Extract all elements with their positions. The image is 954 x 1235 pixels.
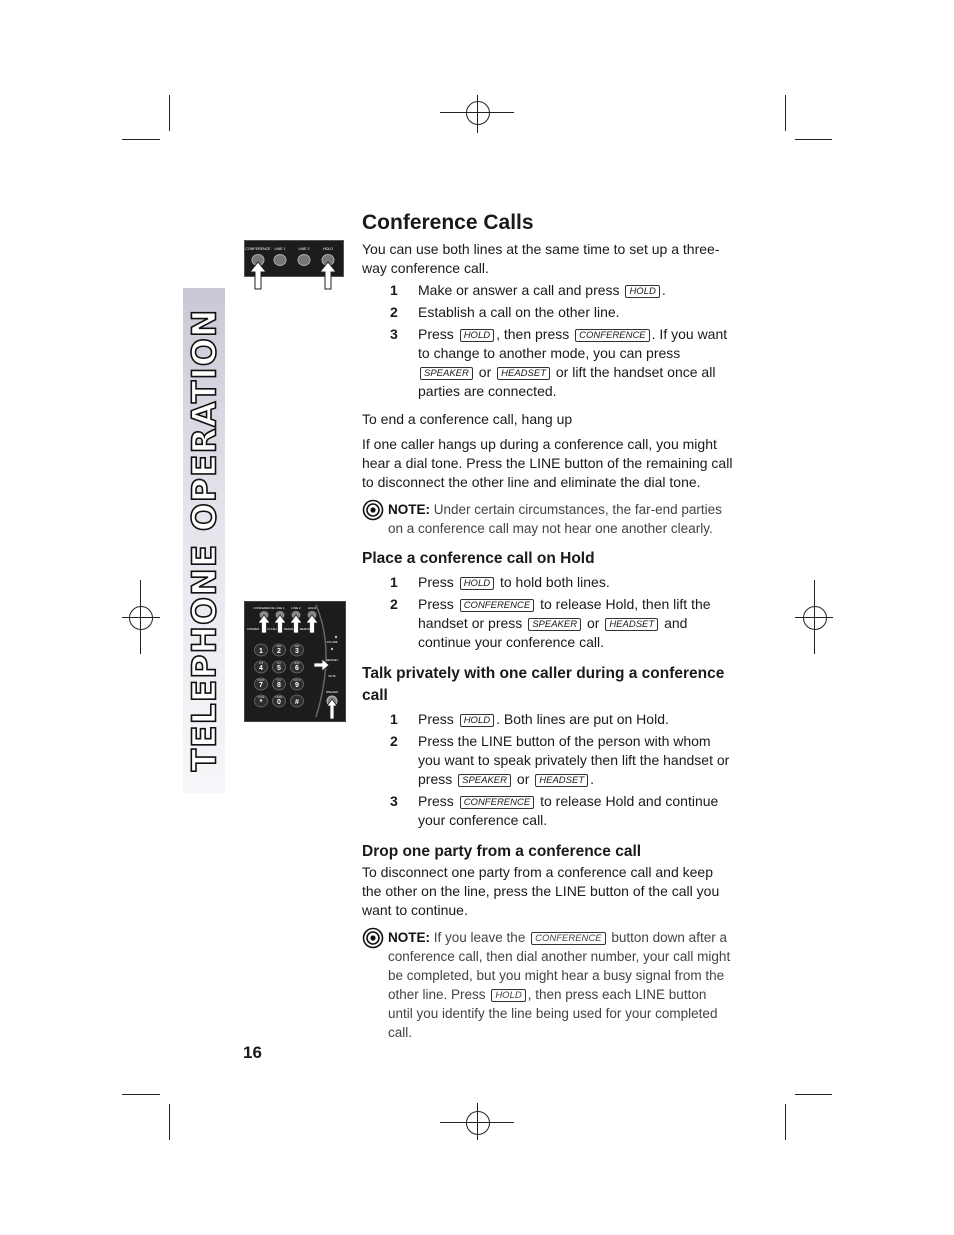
label-line-2: LINE 2 bbox=[291, 606, 301, 610]
speaker-key: SPEAKER bbox=[420, 367, 473, 380]
conference-key: CONFERENCE bbox=[531, 932, 606, 945]
step-text: Press HOLD . Both lines are put on Hold. bbox=[418, 711, 669, 727]
keypad-letters: MNO bbox=[294, 661, 300, 665]
button-line-1 bbox=[274, 255, 286, 266]
note-label: NOTE: bbox=[388, 930, 430, 945]
label-line-2: LINE 2 bbox=[298, 247, 310, 251]
keypad-digit: 8 bbox=[277, 682, 281, 689]
hold-steps bbox=[362, 573, 734, 652]
label-hold: HOLD bbox=[323, 247, 333, 251]
hold-key: HOLD bbox=[460, 329, 494, 342]
conference-panel-illustration bbox=[244, 240, 344, 292]
step-text: Press the LINE button of the person with whom you want to speak privately then lift the handset or press SPEAKER or HEADSET . bbox=[418, 733, 730, 787]
page-number: 16 bbox=[243, 1043, 262, 1062]
end-call-text: To end a conference call, hang up bbox=[362, 411, 573, 427]
keypad-letters: DEF bbox=[294, 644, 300, 648]
note-body: NOTE: If you leave the CONFERENCE button down after a conference call, then dial another number, your call might be completed, but you might hear a busy signal from the other line. Press HOLD , then press each LINE button until you identify the line being used for your completed call. bbox=[388, 930, 731, 1040]
note bbox=[362, 928, 734, 1042]
note-label: NOTE: bbox=[388, 502, 430, 517]
step-text: Press CONFERENCE to release Hold, then lift the handset or press SPEAKER or HEADSET and continue your conference call. bbox=[418, 596, 711, 650]
conference-intro: You can use both lines at the same time to set up a three-way conference call. bbox=[362, 241, 720, 276]
conference-key: CONFERENCE bbox=[460, 599, 535, 612]
keypad-letters: TUV bbox=[276, 678, 282, 682]
label-answer: ANSWER bbox=[246, 627, 260, 631]
step-text: Press HOLD to hold both lines. bbox=[418, 574, 610, 590]
note-target-icon bbox=[362, 927, 384, 949]
volume-up-dot bbox=[335, 636, 337, 638]
label-line-1: LINE 1 bbox=[274, 247, 286, 251]
private-steps bbox=[362, 710, 734, 830]
step-number: 1 bbox=[390, 574, 398, 590]
step-number: 2 bbox=[390, 596, 398, 612]
label-flash: FLASH bbox=[267, 627, 277, 631]
keypad-digit: 4 bbox=[259, 665, 263, 672]
hold-key: HOLD bbox=[460, 577, 494, 590]
conference-key: CONFERENCE bbox=[575, 329, 650, 342]
drop-section-text: To disconnect one party from a conference call and keep the other on the line, press the LINE button of the call you want to continue. bbox=[362, 864, 720, 918]
step bbox=[362, 732, 734, 789]
keypad-digit: 0 bbox=[277, 699, 281, 706]
label-speaker: SPEAKER bbox=[325, 691, 339, 694]
label-volume: VOLUME bbox=[326, 641, 338, 644]
headset-key: HEADSET bbox=[605, 618, 658, 631]
keypad-letters: ABC bbox=[276, 644, 282, 648]
keypad-letters: TONE bbox=[257, 695, 265, 699]
keypad-letters: PQRS bbox=[257, 678, 265, 682]
label-redial: REDIAL bbox=[283, 627, 295, 631]
volume-down-dot bbox=[331, 648, 333, 650]
label-conference: CONFERENCE bbox=[245, 247, 271, 251]
keypad-digit: # bbox=[295, 699, 299, 706]
keypad-digit: 7 bbox=[259, 682, 263, 689]
label-hold: HOLD bbox=[307, 606, 317, 610]
step-text: Establish a call on the other line. bbox=[418, 304, 620, 320]
label-conference: CONFERENCE bbox=[253, 606, 275, 610]
step bbox=[362, 710, 734, 729]
step-number: 3 bbox=[390, 326, 398, 342]
hold-key: HOLD bbox=[460, 714, 494, 727]
main-content bbox=[362, 210, 734, 1042]
step bbox=[362, 573, 734, 592]
note-target-icon bbox=[362, 499, 384, 521]
label-headset: HEADSET bbox=[325, 659, 339, 662]
step bbox=[362, 281, 734, 300]
step bbox=[362, 792, 734, 830]
speaker-key: SPEAKER bbox=[528, 618, 581, 631]
step bbox=[362, 325, 734, 401]
conference-steps bbox=[362, 281, 734, 401]
keypad-digit: 1 bbox=[259, 648, 263, 655]
step-text: Press HOLD , then press CONFERENCE . If you want to change to another mode, you can press SPEAKER or HEADSET or lift the handset once all parties are connected. bbox=[418, 326, 728, 399]
step-number: 3 bbox=[390, 793, 398, 809]
note bbox=[362, 500, 734, 538]
keypad-digit: 9 bbox=[295, 682, 299, 689]
keypad-digit: 2 bbox=[277, 648, 281, 655]
step-number: 1 bbox=[390, 711, 398, 727]
step-number: 1 bbox=[390, 282, 398, 298]
step bbox=[362, 595, 734, 652]
drop-section-title: Drop one party from a conference call bbox=[362, 843, 642, 860]
label-line-1: LINE 1 bbox=[275, 606, 285, 610]
note-text: Under certain circumstances, the far-end parties on a conference call may not hear one another clearly. bbox=[388, 502, 722, 536]
hangup-text: If one caller hangs up during a conference call, you might hear a dial tone. Press the LINE button of the remaining call to disconnect the other line and eliminate the dial tone. bbox=[362, 436, 733, 490]
step bbox=[362, 303, 734, 322]
step-text: Press CONFERENCE to release Hold and continue your conference call. bbox=[418, 793, 719, 828]
keypad-letters: OPER bbox=[275, 695, 283, 699]
keypad-digit: 6 bbox=[295, 665, 299, 672]
note-body bbox=[388, 500, 734, 538]
conference-key: CONFERENCE bbox=[460, 796, 535, 809]
headset-key: HEADSET bbox=[497, 367, 550, 380]
private-section-title: Talk privately with one caller during a conference call bbox=[362, 665, 725, 704]
keypad-letters: JKL bbox=[276, 661, 282, 665]
step-number: 2 bbox=[390, 304, 398, 320]
hold-key: HOLD bbox=[625, 285, 659, 298]
label-mute: MUTE bbox=[328, 675, 336, 678]
keypad-digit: 5 bbox=[277, 665, 281, 672]
conference-title: Conference Calls bbox=[362, 211, 534, 234]
label-memory: MEMORY bbox=[299, 627, 313, 631]
button-line-2 bbox=[298, 255, 310, 266]
keypad-letters: GHI bbox=[258, 661, 264, 665]
step-text: Make or answer a call and press HOLD . bbox=[418, 282, 666, 298]
speaker-key: SPEAKER bbox=[458, 774, 511, 787]
step-number: 2 bbox=[390, 733, 398, 749]
keypad-digit: * bbox=[259, 699, 263, 706]
section-side-tab-title: TELEPHONE OPERATION bbox=[184, 308, 224, 772]
hold-section-title: Place a conference call on Hold bbox=[362, 550, 595, 567]
headset-key: HEADSET bbox=[535, 774, 588, 787]
keypad-illustration bbox=[244, 601, 346, 722]
keypad-digit: 3 bbox=[295, 648, 299, 655]
hold-key: HOLD bbox=[491, 989, 525, 1002]
keypad-letters: WXYZ bbox=[293, 678, 301, 682]
